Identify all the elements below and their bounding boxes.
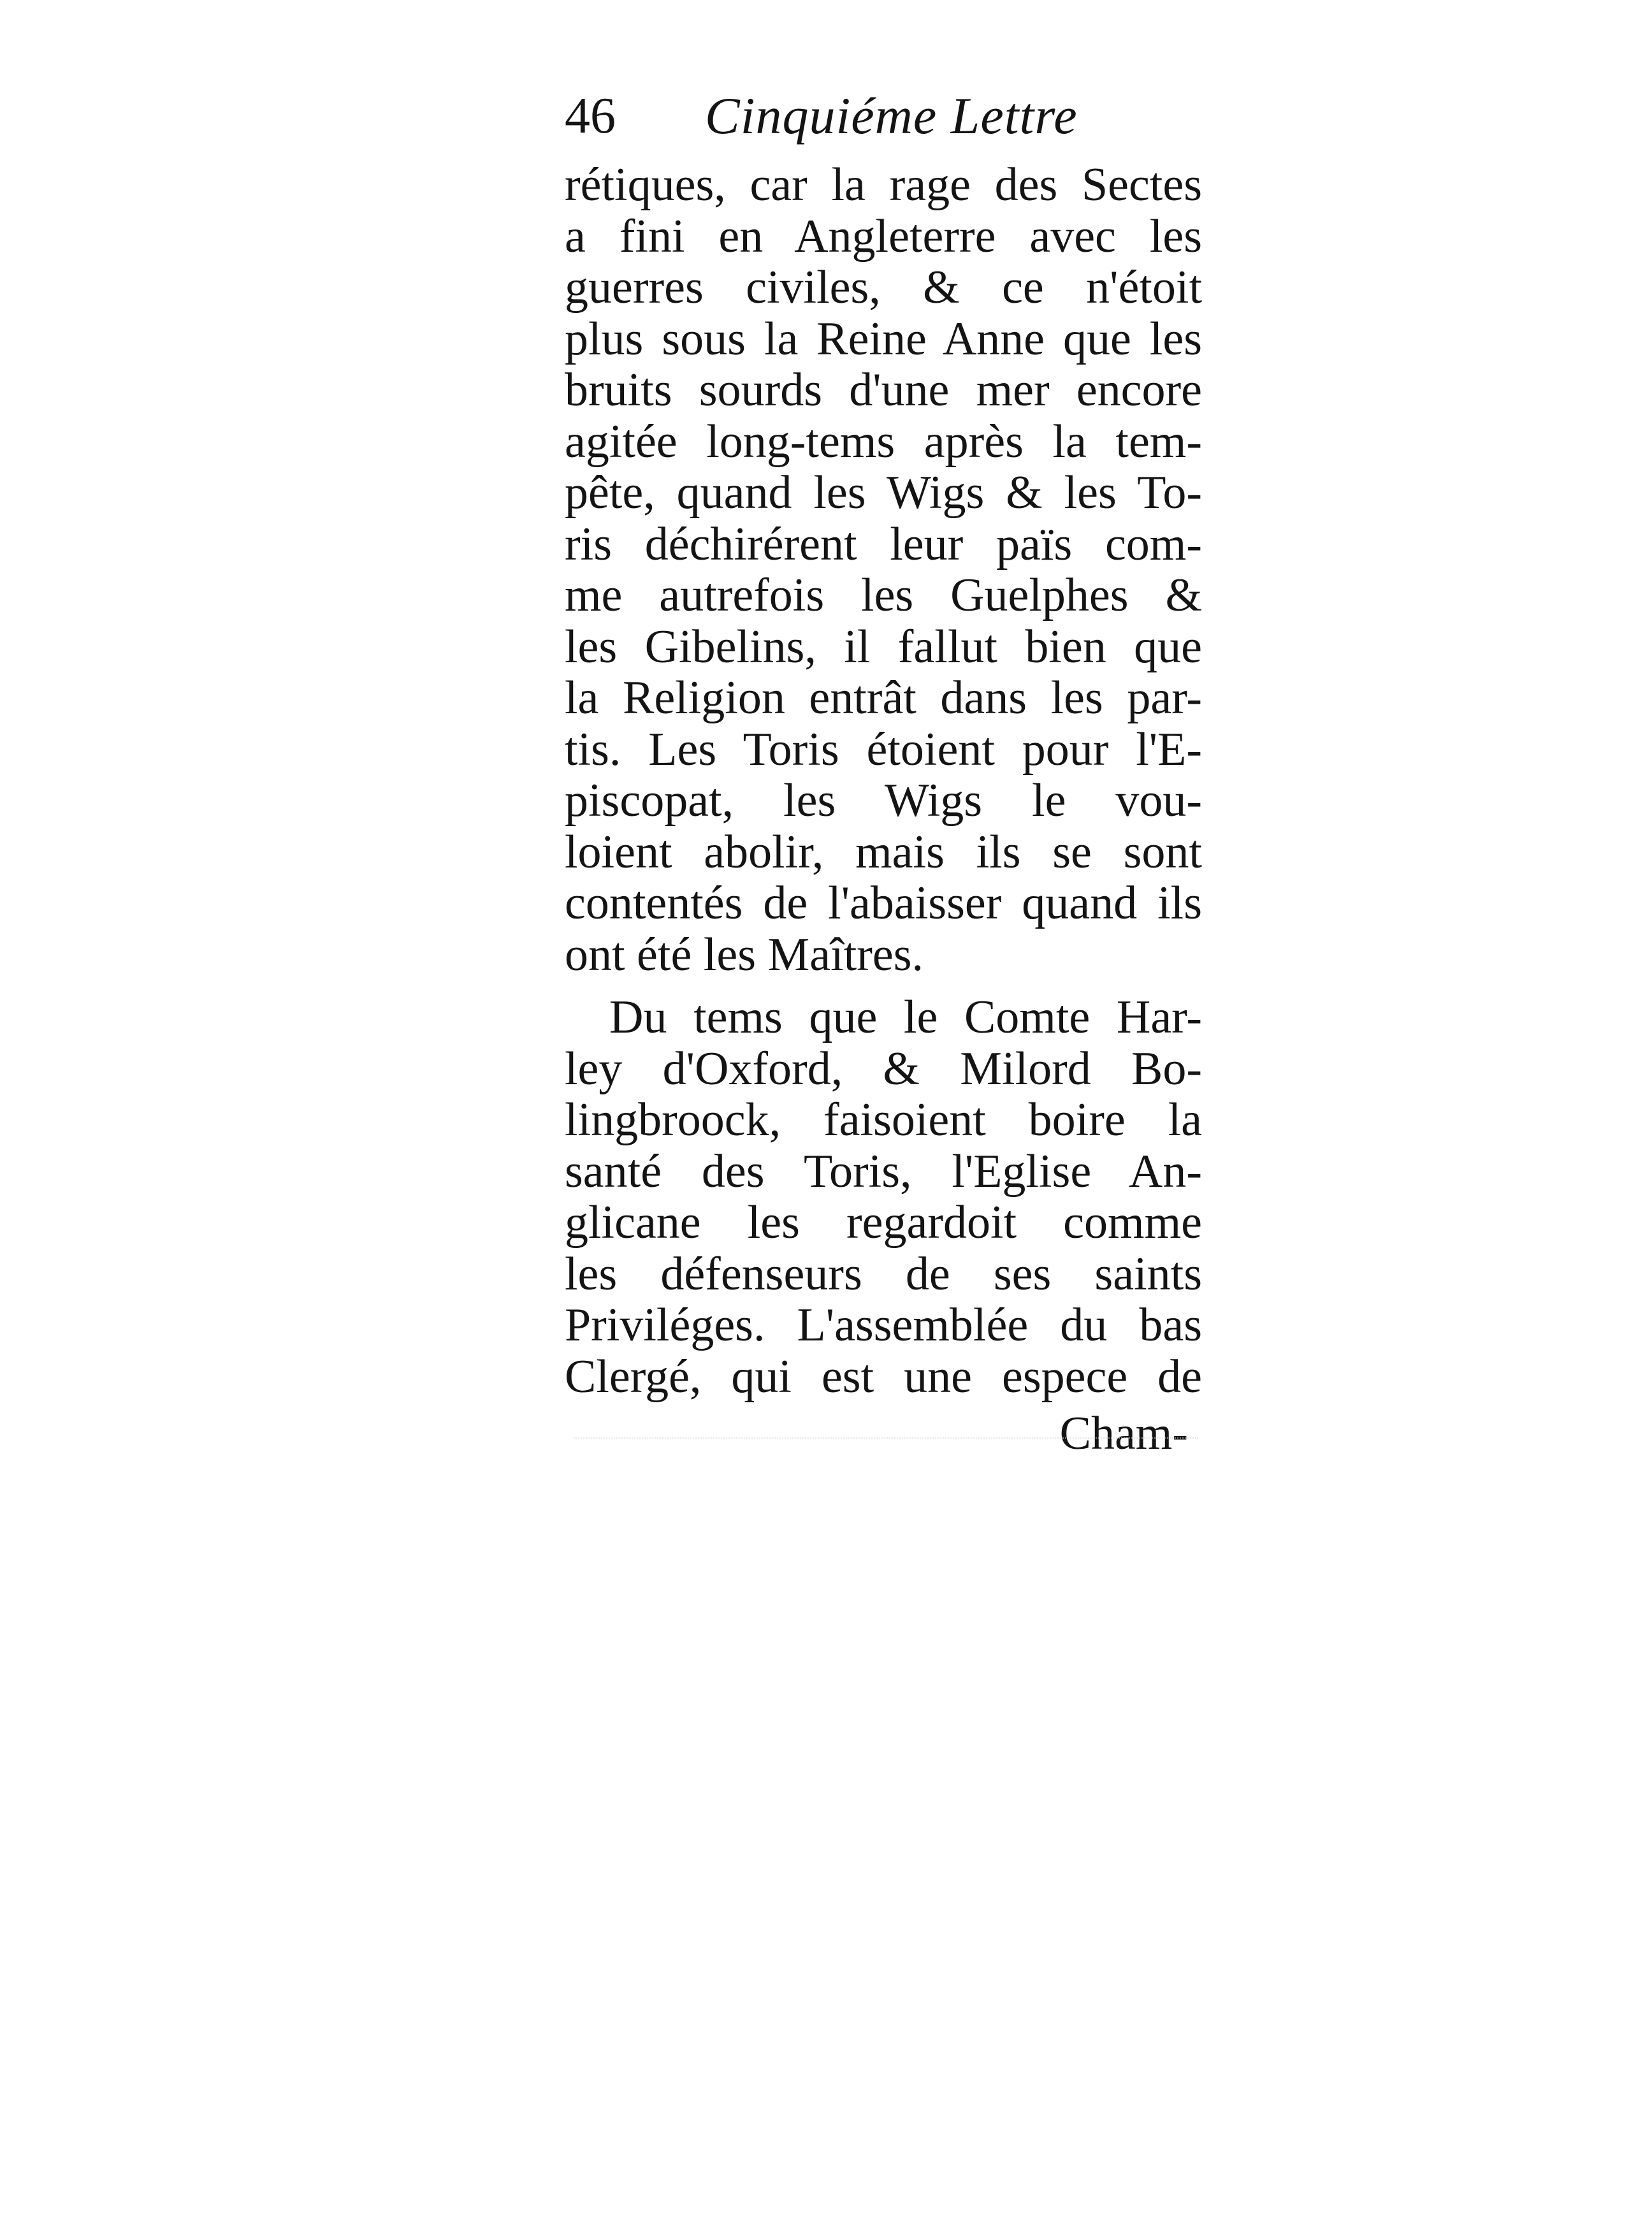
text-line: santé des Toris, l'Eglise An- [565, 1145, 1202, 1198]
body-text [565, 159, 1202, 1402]
text-line: bruits sourds d'une mer encore [565, 364, 1202, 416]
text-line: les Gibelins, il fallut bien que [565, 620, 1202, 673]
text-line: plus sous la Reine Anne que les [565, 312, 1202, 365]
page-number: 46 [565, 88, 616, 144]
running-title: Cinquiéme Lettre [705, 87, 1078, 145]
text-line: a fini en Angleterre avec les [565, 210, 1202, 263]
text-line: la Religion entrât dans les par- [565, 672, 1202, 724]
paragraph-start-line: Du tems que le Comte Har- [609, 991, 1202, 1043]
text-line: lingbroock, faisoient boire la [565, 1094, 1202, 1146]
text-line: piscopat, les Wigs le vou- [565, 774, 1202, 827]
text-line: rétiques, car la rage des Sectes [565, 159, 1202, 211]
text-line: pête, quand les Wigs & les To- [565, 467, 1202, 519]
text-line: Priviléges. L'assemblée du bas [565, 1299, 1202, 1351]
text-line: loient abolir, mais ils se sont [565, 825, 1202, 878]
text-line: guerres civiles, & ce n'étoit [565, 261, 1202, 314]
text-line: contentés de l'abaisser quand ils [565, 877, 1202, 929]
running-head [565, 76, 1202, 145]
text-line: Clergé, qui est une espece de [565, 1350, 1202, 1403]
text-line: glicane les regardoit comme [565, 1196, 1202, 1249]
text-line: tis. Les Toris étoient pour l'E- [565, 723, 1202, 776]
text-line: ris déchirérent leur païs com- [565, 518, 1202, 570]
text-line: les défenseurs de ses saints [565, 1247, 1202, 1300]
text-line: me autrefois les Guelphes & [565, 569, 1202, 621]
paper-specks-divider [574, 1437, 1198, 1440]
text-line: agitée long-tems après la tem- [565, 415, 1202, 468]
catchword: Cham- [1059, 1407, 1188, 1460]
text-line: ley d'Oxford, & Milord Bo- [565, 1042, 1202, 1095]
text-block [565, 76, 1202, 1461]
paragraph-end-line: ont été les Maîtres. [565, 928, 924, 981]
